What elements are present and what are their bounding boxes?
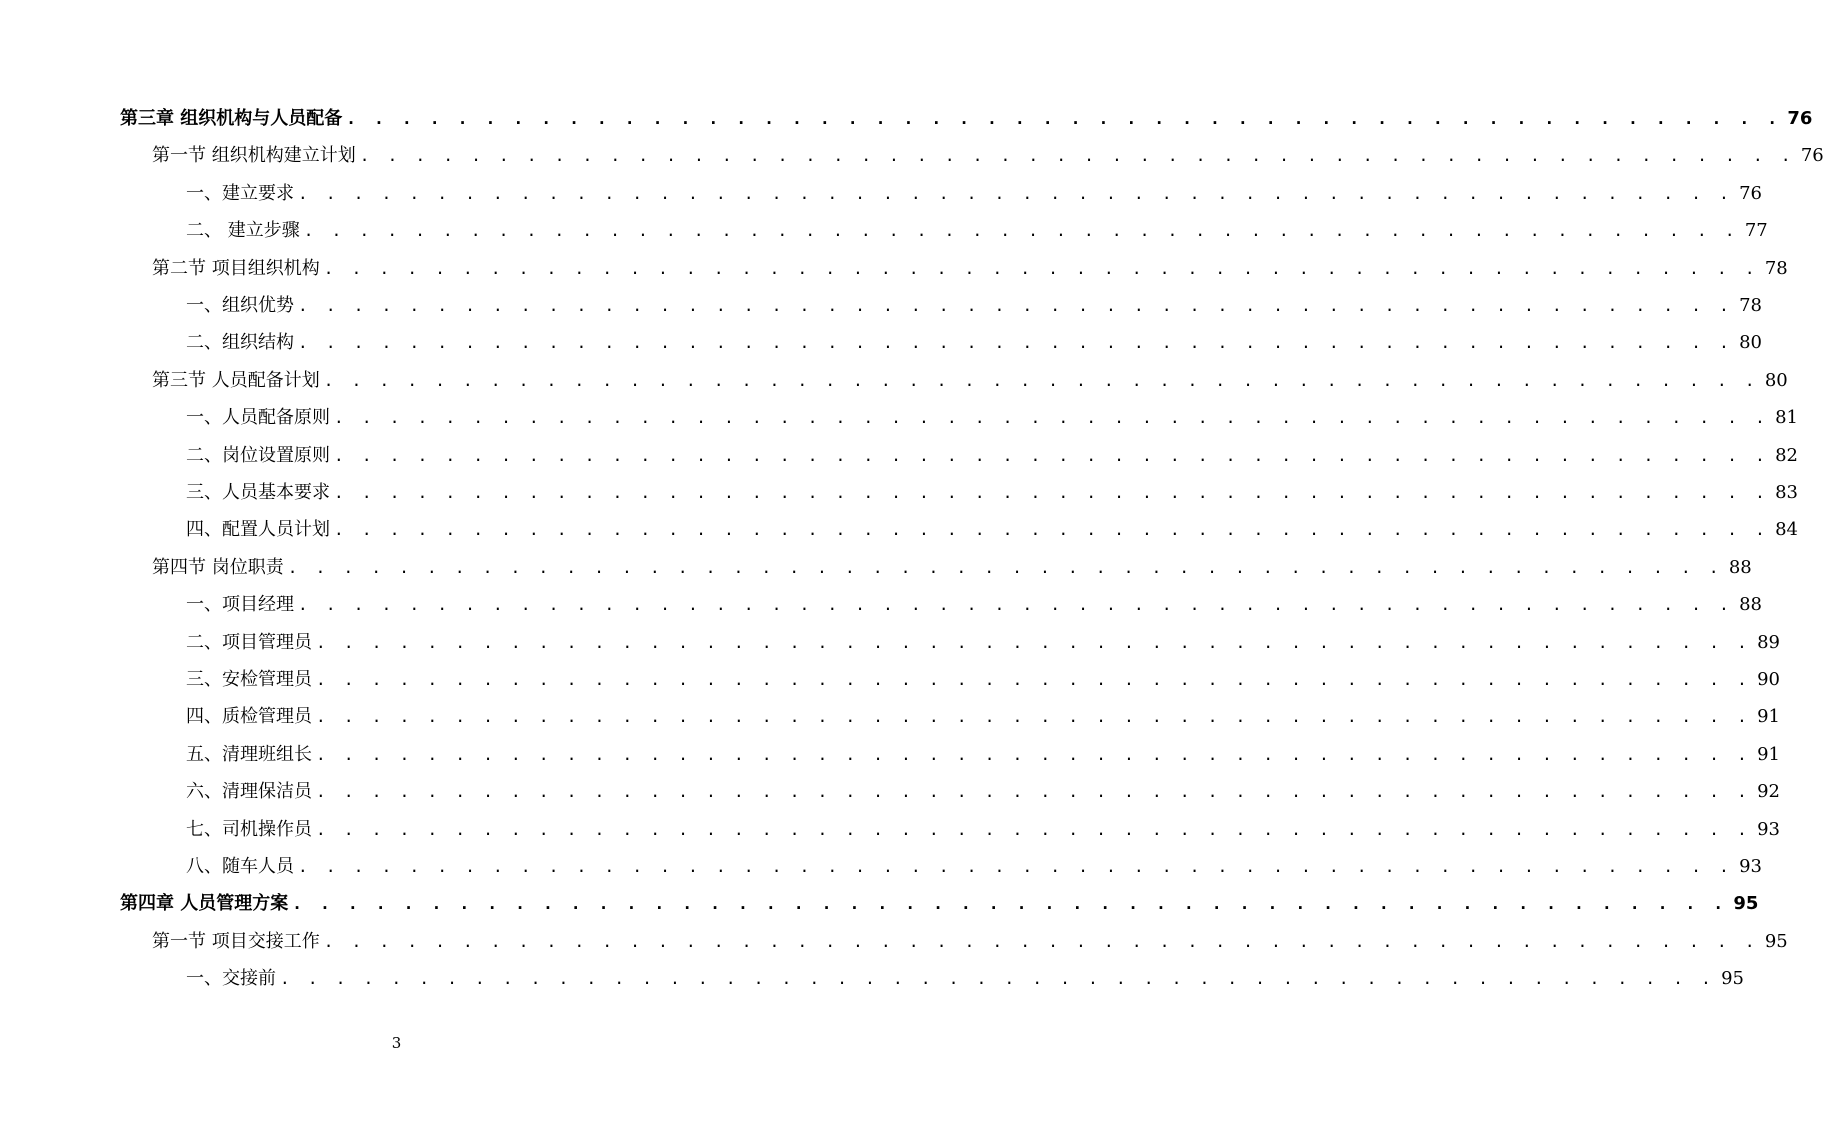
toc-dot-leader: . . . . . . . . . . . . . . . . . . . . . . . . . . . . . . . . . . . . . . . . . . . . . . . . . . . .: [316, 744, 1752, 764]
toc-entry-page: 92: [1757, 781, 1780, 803]
toc-dot-leader: . . . . . . . . . . . . . . . . . . . . . . . . . . . . . . . . . . . . . . . . . . . . . . . . . . . .: [323, 931, 1759, 951]
toc-entry[interactable]: [186, 511, 1798, 548]
toc-dot-leader: . . . . . . . . . . . . . . . . . . . . . . . . . . . . . . . . . . . . . . . . . . . . . . . . . . . .: [334, 408, 1770, 428]
toc-entry[interactable]: [186, 624, 1780, 661]
toc-dot-leader: . . . . . . . . . . . . . . . . . . . . . . . . . . . . . . . . . . . . . . . . . . . . . . . . . . . .: [323, 258, 1759, 278]
toc-entry[interactable]: [186, 437, 1798, 474]
toc-entry[interactable]: [186, 661, 1780, 698]
toc-entry-page: 77: [1744, 220, 1768, 242]
toc-entry-title: 一、建立要求: [186, 182, 294, 204]
toc-dot-leader: . . . . . . . . . . . . . . . . . . . . . . . . . . . . . . . . . . . . . . . . . . . . . . . . . . . .: [303, 221, 1739, 241]
toc-entry-title: 第一节 项目交接工作: [152, 930, 320, 952]
toc-entry-page: 84: [1775, 519, 1798, 541]
toc-dot-leader: . . . . . . . . . . . . . . . . . . . . . . . . . . . . . . . . . . . . . . . . . . . . . . . . . . . .: [323, 370, 1759, 390]
toc-dot-leader: . . . . . . . . . . . . . . . . . . . . . . . . . . . . . . . . . . . . . . . . . . . . . . . . . . . .: [346, 109, 1782, 128]
toc-dot-leader: . . . . . . . . . . . . . . . . . . . . . . . . . . . . . . . . . . . . . . . . . . . . . . . . . . . .: [316, 632, 1752, 652]
toc-entry-title: 二、岗位设置原则: [186, 444, 330, 466]
toc-entry[interactable]: [186, 399, 1798, 436]
toc-dot-leader: . . . . . . . . . . . . . . . . . . . . . . . . . . . . . . . . . . . . . . . . . . . . . . . . . . . .: [298, 333, 1734, 353]
toc-entry-page: 78: [1764, 257, 1788, 279]
toc-entry-page: 80: [1764, 369, 1788, 391]
toc-entry[interactable]: [186, 848, 1762, 885]
toc-entry-title: 第二节 项目组织机构: [152, 257, 320, 279]
toc-entry[interactable]: [186, 773, 1780, 810]
toc-entry-title: 第四节 岗位职责: [152, 556, 284, 578]
toc-entry-title: 一、人员配备原则: [186, 407, 330, 429]
toc-dot-leader: . . . . . . . . . . . . . . . . . . . . . . . . . . . . . . . . . . . . . . . . . . . . . . . . . . . .: [334, 520, 1770, 540]
toc-entry[interactable]: [152, 362, 1788, 399]
toc-entry[interactable]: [186, 287, 1762, 324]
toc-entry-title: 二、组织结构: [186, 332, 294, 354]
toc-entry-page: 81: [1775, 407, 1798, 429]
toc-entry[interactable]: [152, 250, 1788, 287]
toc-entry[interactable]: [152, 137, 1824, 174]
toc-entry-title: 第三节 人员配备计划: [152, 369, 320, 391]
toc-entry-title: 五、清理班组长: [186, 743, 312, 765]
toc-entry[interactable]: [120, 885, 1759, 922]
toc-entry-title: 七、司机操作员: [186, 818, 312, 840]
toc-entry[interactable]: [186, 698, 1780, 735]
toc-dot-leader: . . . . . . . . . . . . . . . . . . . . . . . . . . . . . . . . . . . . . . . . . . . . . . . . . . . .: [334, 445, 1770, 465]
toc-entry-page: 93: [1757, 818, 1780, 840]
toc-entry[interactable]: [152, 549, 1752, 586]
toc-dot-leader: . . . . . . . . . . . . . . . . . . . . . . . . . . . . . . . . . . . . . . . . . . . . . . . . . . . .: [280, 969, 1716, 989]
toc-entry-title: 一、组织优势: [186, 295, 294, 316]
toc-dot-leader: . . . . . . . . . . . . . . . . . . . . . . . . . . . . . . . . . . . . . . . . . . . . . . . . . . . .: [298, 296, 1734, 315]
toc-entry-title: 第一节 组织机构建立计划: [152, 145, 356, 167]
toc-entry-title: 四、配置人员计划: [186, 519, 330, 541]
toc-entry-title: 八、随车人员: [186, 856, 294, 877]
toc-entry-page: 89: [1757, 631, 1780, 653]
toc-dot-leader: . . . . . . . . . . . . . . . . . . . . . . . . . . . . . . . . . . . . . . . . . . . . . . . . . . . .: [298, 183, 1734, 203]
toc-entry-page: 90: [1757, 669, 1780, 690]
toc-dot-leader: . . . . . . . . . . . . . . . . . . . . . . . . . . . . . . . . . . . . . . . . . . . . . . . . . . . .: [316, 819, 1752, 839]
toc-entry[interactable]: [186, 586, 1762, 623]
toc-dot-leader: . . . . . . . . . . . . . . . . . . . . . . . . . . . . . . . . . . . . . . . . . . . . . . . . . . . .: [298, 857, 1734, 876]
toc-entry-title: 三、安检管理员: [186, 669, 312, 690]
page-number: 3: [391, 1034, 402, 1052]
toc-entry-page: 91: [1757, 743, 1780, 765]
toc-dot-leader: . . . . . . . . . . . . . . . . . . . . . . . . . . . . . . . . . . . . . . . . . . . . . . . . . . . .: [316, 782, 1752, 802]
toc-entry-page: 95: [1733, 893, 1759, 915]
toc-entry-page: 88: [1739, 594, 1762, 616]
toc-entry-page: 76: [1787, 108, 1813, 129]
toc-entry[interactable]: [186, 324, 1762, 361]
toc-dot-leader: . . . . . . . . . . . . . . . . . . . . . . . . . . . . . . . . . . . . . . . . . . . . . . . . . . . .: [298, 595, 1734, 615]
toc-entry-page: 88: [1728, 556, 1752, 578]
toc-entry-title: 二、项目管理员: [186, 631, 312, 653]
toc-entry[interactable]: [186, 175, 1762, 212]
toc-entry-page: 83: [1775, 482, 1798, 503]
toc-entry-page: 78: [1739, 295, 1762, 316]
toc-entry-title: 一、项目经理: [186, 594, 294, 616]
toc-entry-page: 93: [1739, 856, 1762, 877]
toc-entry[interactable]: [186, 212, 1768, 249]
toc-dot-leader: . . . . . . . . . . . . . . . . . . . . . . . . . . . . . . . . . . . . . . . . . . . . . . . . . . . .: [359, 146, 1795, 166]
toc-entry[interactable]: [152, 923, 1788, 960]
toc-entry-title: 第四章 人员管理方案: [120, 893, 289, 915]
toc-entry[interactable]: [120, 100, 1813, 137]
toc-entry[interactable]: [186, 474, 1798, 511]
toc-entry-page: 95: [1721, 968, 1744, 990]
toc-entry-page: 95: [1764, 930, 1788, 952]
toc-entry-page: 80: [1739, 332, 1762, 354]
toc-dot-leader: . . . . . . . . . . . . . . . . . . . . . . . . . . . . . . . . . . . . . . . . . . . . . . . . . . . .: [316, 670, 1752, 689]
toc-entry-page: 91: [1757, 706, 1780, 728]
toc-dot-leader: . . . . . . . . . . . . . . . . . . . . . . . . . . . . . . . . . . . . . . . . . . . . . . . . . . . .: [334, 483, 1770, 502]
toc-entry-title: 四、质检管理员: [186, 706, 312, 728]
toc-dot-leader: . . . . . . . . . . . . . . . . . . . . . . . . . . . . . . . . . . . . . . . . . . . . . . . . . . . .: [316, 707, 1752, 727]
toc-entry[interactable]: [186, 736, 1780, 773]
toc-entry-page: 82: [1775, 444, 1798, 466]
toc-entry-title: 二、 建立步骤: [186, 220, 300, 242]
toc-dot-leader: . . . . . . . . . . . . . . . . . . . . . . . . . . . . . . . . . . . . . . . . . . . . . . . . . . . .: [292, 894, 1728, 914]
toc-entry-page: 76: [1800, 145, 1824, 167]
toc-entry-page: 76: [1739, 182, 1762, 204]
toc-entry-title: 三、人员基本要求: [186, 482, 330, 503]
toc-entry-title: 一、交接前: [186, 968, 276, 990]
toc-dot-leader: . . . . . . . . . . . . . . . . . . . . . . . . . . . . . . . . . . . . . . . . . . . . . . . . . . . .: [287, 557, 1723, 577]
toc-entry-title: 六、清理保洁员: [186, 781, 312, 803]
toc-entry-title: 第三章 组织机构与人员配备: [120, 108, 343, 129]
toc-entry[interactable]: [186, 960, 1744, 997]
toc-entry[interactable]: [186, 811, 1780, 848]
